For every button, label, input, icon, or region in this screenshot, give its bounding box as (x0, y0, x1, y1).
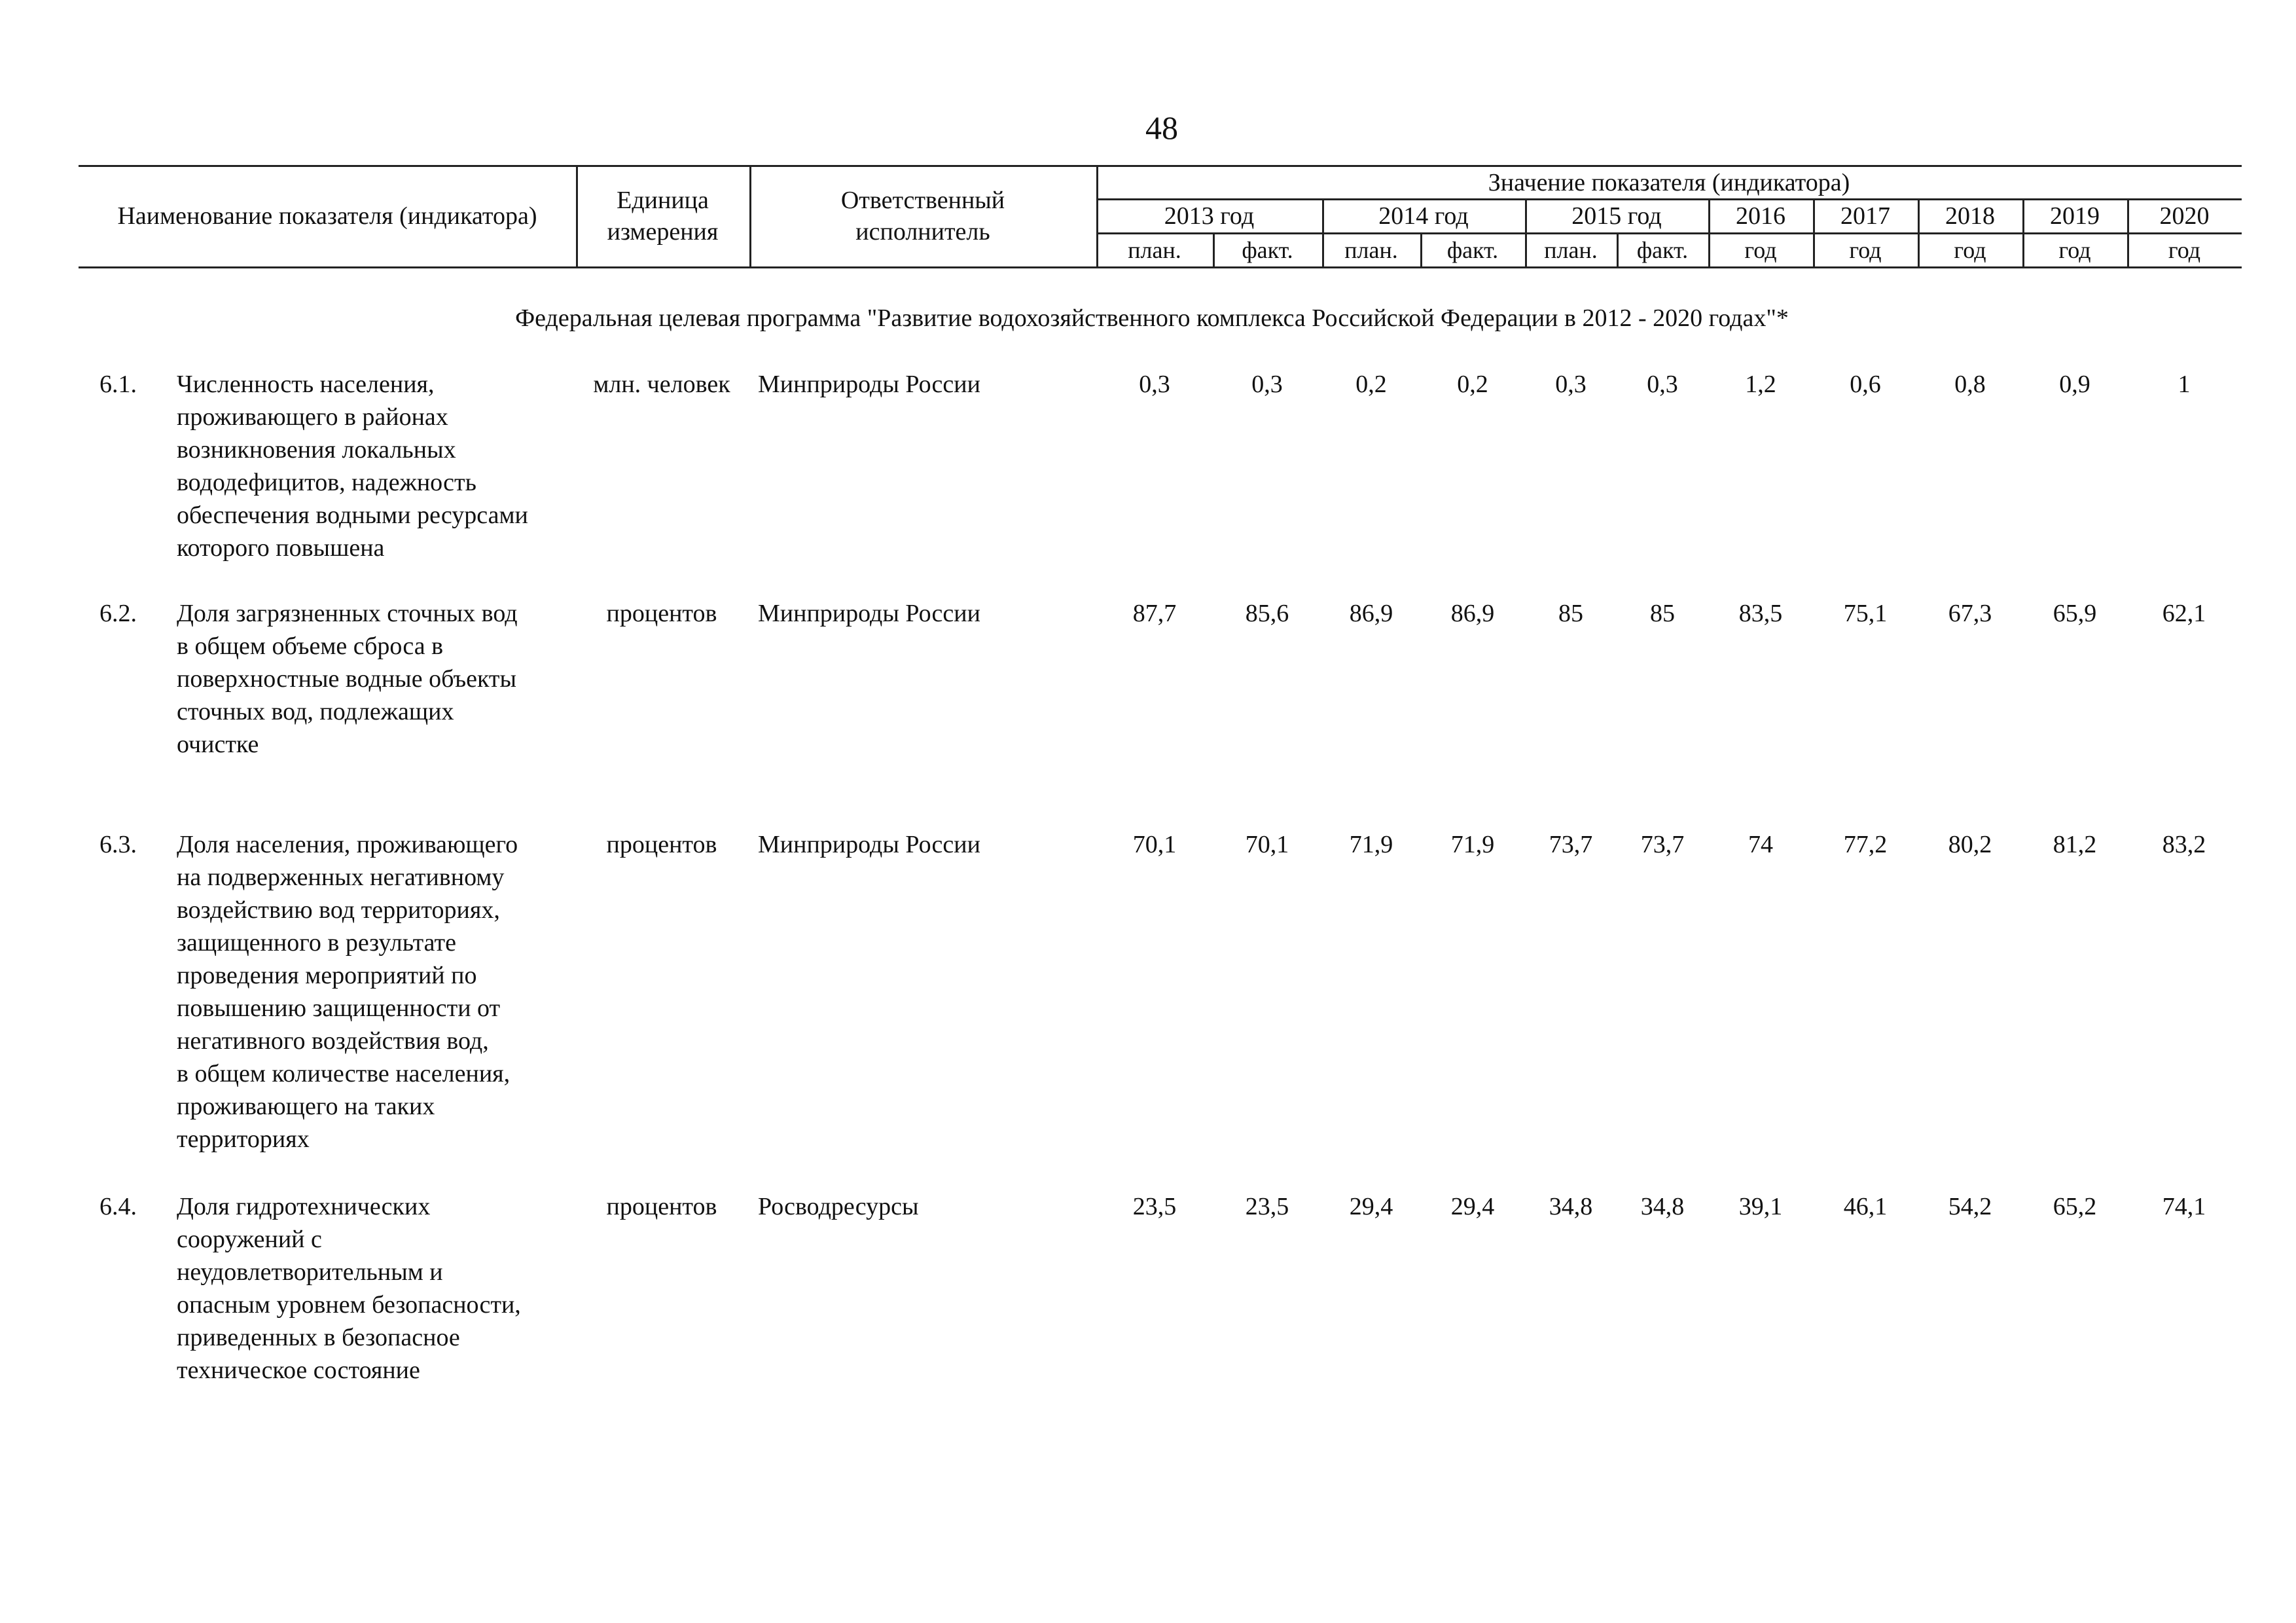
value-cell: 0,3 (1139, 371, 1170, 398)
indicator-name (177, 368, 583, 564)
responsible-cell: Минприроды России (758, 831, 980, 858)
header-indicator-name: Наименование показателя (индикатора) (117, 202, 537, 230)
value-cell: 29,4 (1450, 1193, 1495, 1220)
value-cell: 0,9 (2059, 371, 2090, 398)
header-2013-plan: план. (1128, 237, 1181, 263)
responsible-cell: Минприроды России (758, 371, 980, 398)
value-cell: 0,8 (1954, 371, 1986, 398)
indicator-name-line: в общем количестве населения, (177, 1060, 511, 1087)
header-2014-plan: план. (1344, 237, 1398, 263)
header-year-2018: 2018 (1945, 202, 1995, 230)
value-cell: 86,9 (1349, 600, 1393, 627)
indicator-name-line: проведения мероприятий по (177, 962, 477, 989)
value-cell: 86,9 (1450, 600, 1495, 627)
indicator-name-line: сточных вод, подлежащих (177, 698, 454, 725)
responsible-cell: Минприроды России (758, 600, 980, 627)
unit-cell: процентов (606, 831, 717, 858)
indicator-name (177, 828, 583, 1156)
value-cell: 85 (1650, 600, 1675, 627)
row-number: 6.1. (99, 371, 137, 398)
header-year-2015: 2015 год (1571, 202, 1662, 230)
header-2014-fact: факт. (1446, 237, 1499, 263)
indicator-name-line: сооружений с (177, 1226, 322, 1253)
indicator-name-line: техническое состояние (177, 1357, 420, 1384)
indicator-name-line: приведенных в безопасное (177, 1324, 460, 1351)
indicator-name (177, 1190, 583, 1387)
value-cell: 46,1 (1843, 1193, 1888, 1220)
value-cell: 83,5 (1738, 600, 1783, 627)
header-2015-plan: план. (1544, 237, 1598, 263)
header-year-2019: 2019 (2050, 202, 2100, 230)
indicator-name-line: на подверженных негативному (177, 864, 505, 891)
indicator-name-line: вододефицитов, надежность (177, 469, 476, 496)
indicator-name-line: Доля гидротехнических (177, 1193, 431, 1220)
value-cell: 62,1 (2162, 600, 2206, 627)
value-cell: 67,3 (1948, 600, 1992, 627)
responsible-cell: Росводресурсы (758, 1193, 919, 1220)
indicator-name-line: воздействию вод территориях, (177, 896, 500, 924)
indicator-name-line: проживающего на таких (177, 1093, 435, 1120)
value-cell: 1,2 (1745, 371, 1776, 398)
header-unit: Единица измерения (607, 186, 719, 246)
value-cell: 81,2 (2053, 831, 2097, 858)
indicator-name-line: защищенного в результате (177, 929, 456, 957)
value-cell: 0,3 (1251, 371, 1283, 398)
value-cell: 80,2 (1948, 831, 1992, 858)
indicator-name-line: негативного воздействия вод, (177, 1027, 489, 1055)
value-cell: 29,4 (1349, 1193, 1393, 1220)
unit-cell: процентов (606, 600, 717, 627)
header-2018-year-word: год (1954, 237, 1986, 263)
indicator-name-line: которого повышена (177, 534, 385, 562)
value-cell: 23,5 (1132, 1193, 1177, 1220)
value-cell: 0,3 (1555, 371, 1587, 398)
indicator-name-line: территориях (177, 1125, 310, 1153)
page-number: 48 (1145, 109, 1178, 146)
value-cell: 70,1 (1245, 831, 1289, 858)
header-year-2020: 2020 (2159, 202, 2210, 230)
value-cell: 65,2 (2053, 1193, 2097, 1220)
indicator-name-line: проживающего в районах (177, 403, 448, 431)
indicator-name-line: повышению защищенности от (177, 994, 501, 1022)
value-cell: 0,3 (1647, 371, 1678, 398)
value-cell: 73,7 (1640, 831, 1685, 858)
header-2020-year-word: год (2168, 237, 2201, 263)
value-cell: 70,1 (1132, 831, 1177, 858)
value-cell: 74,1 (2162, 1193, 2206, 1220)
indicator-name-line: обеспечения водными ресурсами (177, 501, 528, 529)
value-cell: 71,9 (1349, 831, 1393, 858)
value-cell: 23,5 (1245, 1193, 1289, 1220)
header-2016-year-word: год (1744, 237, 1777, 263)
value-cell: 85 (1558, 600, 1583, 627)
indicator-name-line: опасным уровнем безопасности, (177, 1291, 521, 1319)
value-cell: 65,9 (2053, 600, 2097, 627)
value-cell: 73,7 (1549, 831, 1593, 858)
value-cell: 54,2 (1948, 1193, 1992, 1220)
header-responsible: Ответственный исполнитель (840, 186, 1005, 246)
row-number: 6.3. (99, 831, 137, 858)
indicator-name-line: Доля населения, проживающего (177, 831, 518, 858)
value-cell: 87,7 (1132, 600, 1177, 627)
value-cell: 0,2 (1355, 371, 1387, 398)
value-cell: 0,2 (1457, 371, 1488, 398)
indicator-name-line: возникновения локальных (177, 436, 456, 464)
indicator-name-line: поверхностные водные объекты (177, 665, 517, 693)
unit-cell: млн. человек (593, 371, 730, 398)
header-year-2017: 2017 (1840, 202, 1890, 230)
value-cell: 85,6 (1245, 600, 1289, 627)
header-2013-fact: факт. (1242, 237, 1293, 263)
header-2019-year-word: год (2058, 237, 2091, 263)
header-2017-year-word: год (1849, 237, 1882, 263)
indicator-name-line: неудовлетворительным и (177, 1258, 443, 1286)
indicator-name-line: очистке (177, 731, 259, 758)
header-value-group: Значение показателя (индикатора) (1488, 169, 1850, 196)
header-year-2014: 2014 год (1378, 202, 1469, 230)
unit-cell: процентов (606, 1193, 717, 1220)
value-cell: 77,2 (1843, 831, 1888, 858)
header-2015-fact: факт. (1636, 237, 1689, 263)
program-title: Федеральная целевая программа "Развитие водохозяйственного комплекса Российской Федерации в 2012 - 2020 годах"* (515, 304, 1789, 332)
indicator-name (177, 597, 583, 761)
value-cell: 0,6 (1850, 371, 1881, 398)
header-year-2013: 2013 год (1164, 202, 1255, 230)
value-cell: 83,2 (2162, 831, 2206, 858)
value-cell: 74 (1748, 831, 1773, 858)
row-number: 6.4. (99, 1193, 137, 1220)
indicator-name-line: в общем объеме сброса в (177, 632, 444, 660)
header-year-2016: 2016 (1736, 202, 1785, 230)
value-cell: 39,1 (1738, 1193, 1783, 1220)
value-cell: 34,8 (1640, 1193, 1685, 1220)
indicator-name-line: Доля загрязненных сточных вод (177, 600, 518, 627)
row-number: 6.2. (99, 600, 137, 627)
indicator-name-line: Численность населения, (177, 371, 435, 398)
value-cell: 1 (2178, 371, 2191, 398)
value-cell: 75,1 (1843, 600, 1888, 627)
value-cell: 34,8 (1549, 1193, 1593, 1220)
value-cell: 71,9 (1450, 831, 1495, 858)
